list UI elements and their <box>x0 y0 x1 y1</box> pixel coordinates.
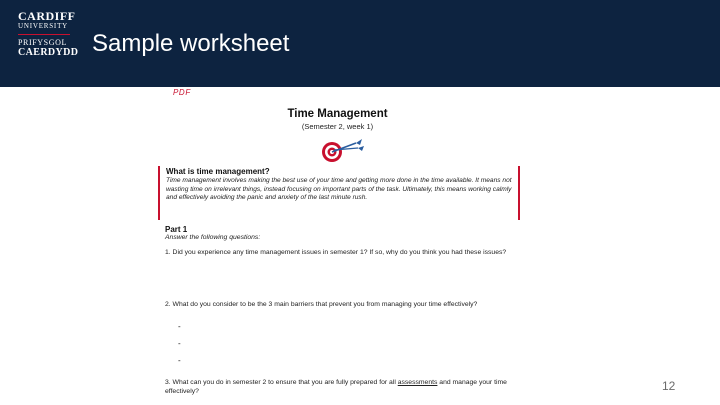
definition-box <box>158 166 520 220</box>
logo-line-2: UNIVERSITY <box>18 22 68 30</box>
bullet-3: - <box>178 356 181 365</box>
question-1: 1. Did you experience any time management issues in semester 1? If so, why do you think you had these issues? <box>165 249 507 256</box>
part-instruction: Answer the following questions: <box>165 234 261 241</box>
logo-line-4: CAERDYDD <box>18 47 79 58</box>
worksheet-document <box>140 88 535 400</box>
pdf-format-tag: PDF <box>173 88 191 97</box>
definition-text: Time management involves making the best use of your time and getting more done in the time available. It means not wasting time on irrelevant things, instead focusing on important parts of the task. Ultimately, this means working calmly and effectively avoiding the panic and anxiety of the last minute rush. <box>166 177 512 201</box>
slide-header <box>0 0 720 87</box>
logo-divider <box>18 34 70 35</box>
assessments-link[interactable]: assessments <box>397 379 438 386</box>
page-number: 12 <box>662 379 676 393</box>
bullet-1: - <box>178 322 181 331</box>
worksheet-subtitle: (Semester 2, week 1) <box>301 122 374 131</box>
definition-heading: What is time management? <box>166 167 270 176</box>
bullet-2: - <box>178 339 181 348</box>
logo-line-3: PRIFYSGOL <box>18 38 67 47</box>
logo-line-1: CARDIFF <box>18 9 76 23</box>
slide-title: Sample worksheet <box>92 30 290 57</box>
question-3-text-end: and manage your time effectively? <box>165 379 507 395</box>
target-dart-icon <box>316 138 366 164</box>
question-3-text-start: 3. What can you do in semester 2 to ensure that you are fully prepared for all <box>165 379 398 386</box>
question-2: 2. What do you consider to be the 3 main barriers that prevent you from managing your time effectively? <box>165 301 478 308</box>
worksheet-title: Time Management <box>287 108 388 120</box>
question-3 <box>165 378 510 396</box>
part-heading: Part 1 <box>165 225 188 234</box>
university-logo <box>18 10 78 72</box>
